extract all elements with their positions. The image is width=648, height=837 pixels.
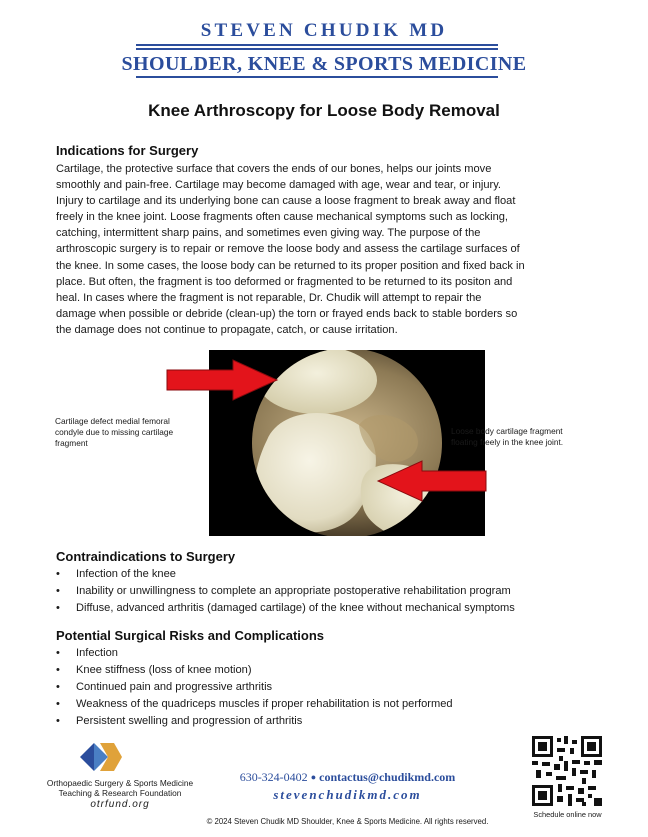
paragraph-line: place. But often, the fragment is too deformed or fragmented to be returned to its positon and <box>56 275 513 288</box>
bullet-icon: • <box>56 664 60 676</box>
practice-name: STEVEN CHUDIK MD <box>200 20 448 41</box>
list-item <box>56 600 515 617</box>
foundation-name <box>22 778 218 798</box>
paragraph-line: Injury to cartilage and its underlying bone can cause a loose fragment to break away and float <box>56 195 516 208</box>
list-item-text: Infection <box>76 647 118 659</box>
paragraph-line: the damage does not continue to propagate, catch, or cause irritation. <box>56 323 398 336</box>
paragraph-line: the knee. In some cases, the loose body can be returned to its proper position and fixed back in <box>56 259 525 272</box>
bullet-icon: • <box>56 568 60 580</box>
paragraph-line: heal. In cases where the fragment is not reparable, Dr. Chudik will attempt to repair the <box>56 291 482 304</box>
paragraph-line: catching, intermittent sharp pains, and sometimes even giving way. The purpose of the <box>56 227 481 240</box>
caption-line: floating freely in the knee joint. <box>451 437 564 447</box>
practice-subtitle: SHOULDER, KNEE & SPORTS MEDICINE <box>121 53 527 75</box>
bullet-icon: • <box>56 681 60 693</box>
indications-paragraph <box>56 161 596 338</box>
list-item <box>56 713 453 730</box>
paragraph-line: damage when possible or debride (clean-up) the torn or frayed ends back to stable borders so <box>56 307 518 320</box>
bullet-icon: • <box>56 698 60 710</box>
arrow-defect-icon <box>165 358 285 402</box>
list-item <box>56 679 453 696</box>
bullet-icon: • <box>56 585 60 597</box>
list-item <box>56 645 453 662</box>
qr-caption: Schedule online now <box>533 810 602 819</box>
paragraph-line: Cartilage, the protective surface that covers the ends of our bones, helps our joints move <box>56 163 492 175</box>
phone-number[interactable]: 630-324-0402 <box>239 770 308 784</box>
bullet-icon: • <box>56 647 60 659</box>
foundation-logo-icon <box>78 739 124 775</box>
email-link[interactable]: contactus@chudikmd.com <box>319 770 456 784</box>
contact-line <box>200 770 495 785</box>
bullet-icon: • <box>56 602 60 614</box>
indications-heading: Indications for Surgery <box>56 143 199 158</box>
list-item-text: Inability or unwillingness to complete an appropriate postoperative rehabilitation program <box>76 585 511 597</box>
page-title: Knee Arthroscopy for Loose Body Removal <box>148 101 500 120</box>
list-item-text: Continued pain and progressive arthritis <box>76 681 273 693</box>
list-item-text: Persistent swelling and progression of arthritis <box>76 715 303 727</box>
arrow-loose-body-icon <box>376 459 488 503</box>
list-item-text: Knee stiffness (loss of knee motion) <box>76 664 252 676</box>
website-link[interactable]: stevenchudikmd.com <box>273 787 422 802</box>
contraindications-list <box>56 566 515 617</box>
foundation-name-line: Teaching & Research Foundation <box>58 788 182 798</box>
foundation-url[interactable]: otrfund.org <box>90 799 150 810</box>
foundation-name-line: Orthopaedic Surgery & Sports Medicine <box>46 778 194 788</box>
caption-line: Cartilage defect medial femoral <box>55 416 170 426</box>
paragraph-line: arthroscopic surgery is to repair or remove the loose body and assess the cartilage surfaces of <box>56 243 520 256</box>
caption-line: Loose body cartilage fragment <box>451 426 563 436</box>
paragraph-line: smoothly and pain-free. Cartilage may become damaged with age, wear and tear, or injury. <box>56 179 502 192</box>
list-item <box>56 583 515 600</box>
list-item-text: Infection of the knee <box>76 568 176 580</box>
separator-dot-icon: ● <box>310 772 317 782</box>
qr-code-icon[interactable] <box>532 736 602 806</box>
list-item-text: Weakness of the quadriceps muscles if proper rehabilitation is not performed <box>76 698 453 710</box>
caption-right <box>451 426 621 448</box>
caption-line: condyle due to missing cartilage <box>55 427 174 437</box>
list-item <box>56 696 453 713</box>
risks-list <box>56 645 453 730</box>
header-rule-under-subtitle <box>136 76 498 78</box>
risks-heading: Potential Surgical Risks and Complications <box>56 628 325 643</box>
caption-left <box>55 416 215 449</box>
copyright: © 2024 Steven Chudik MD Shoulder, Knee & Sports Medicine. All rights reserved. <box>206 817 489 826</box>
contraindications-heading: Contraindications to Surgery <box>56 549 236 564</box>
header-rule-top <box>136 44 498 46</box>
bullet-icon: • <box>56 715 60 727</box>
list-item <box>56 662 453 679</box>
list-item <box>56 566 515 583</box>
caption-line: fragment <box>55 438 88 448</box>
header-rule-bottom <box>136 48 498 50</box>
list-item-text: Diffuse, advanced arthritis (damaged cartilage) of the knee without mechanical symptoms <box>76 602 515 614</box>
paragraph-line: freely in the knee joint. Loose fragments often cause mechanical symptoms such as locking, <box>56 211 508 224</box>
